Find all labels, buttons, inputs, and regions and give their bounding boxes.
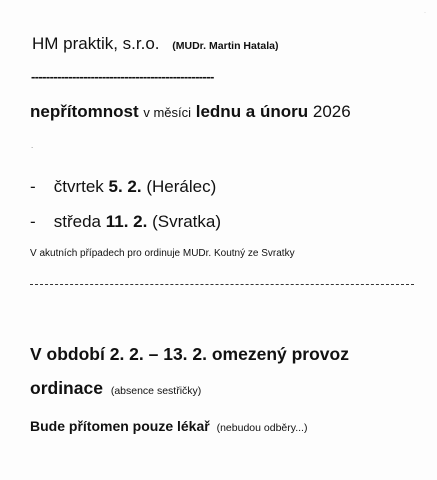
bullet-dash: - — [30, 212, 36, 231]
stray-dot: . — [31, 141, 34, 150]
nurse-absence-note: (absence sestřičky) — [110, 385, 202, 397]
absence-heading — [30, 102, 351, 122]
limited-operation-heading: V období 2. 2. – 13. 2. omezený provoz — [30, 344, 349, 364]
doctor-only-line — [30, 418, 307, 434]
bullet-dash: - — [30, 177, 36, 196]
ordinace-word: ordinace — [30, 378, 103, 398]
acute-cases-note: V akutních případech pro ordinuje MUDr. Koutný ze Svratky — [30, 248, 295, 259]
absence-word: nepřítomnost — [30, 102, 139, 121]
doctor-name: (MUDr. Martin Hatala) — [172, 40, 279, 52]
day-place: (Svratka) — [152, 212, 222, 231]
absence-connector: v měsíci — [143, 105, 192, 120]
middle-separator — [30, 284, 414, 285]
limited-operation-subheading — [30, 378, 201, 399]
day-date: 11. 2. — [105, 212, 148, 231]
top-separator: ------------------------------------------------- — [31, 69, 214, 84]
day-date: 5. 2. — [108, 177, 142, 196]
doctor-only-text: Bude přítomen pouze lékař — [30, 418, 210, 434]
absence-day-item — [30, 177, 216, 197]
day-place: (Herálec) — [146, 177, 217, 196]
absence-year: 2026 — [312, 102, 351, 121]
day-name: středa — [53, 212, 101, 231]
absence-months: lednu a únoru — [195, 102, 309, 121]
no-sampling-note: (nebudou odběry...) — [216, 422, 308, 434]
corner-mark: · — [424, 10, 426, 16]
company-name: HM praktik, s.r.o. — [32, 34, 160, 53]
absence-day-item — [30, 212, 221, 232]
company-header — [32, 34, 278, 54]
day-name: čtvrtek — [53, 177, 104, 196]
